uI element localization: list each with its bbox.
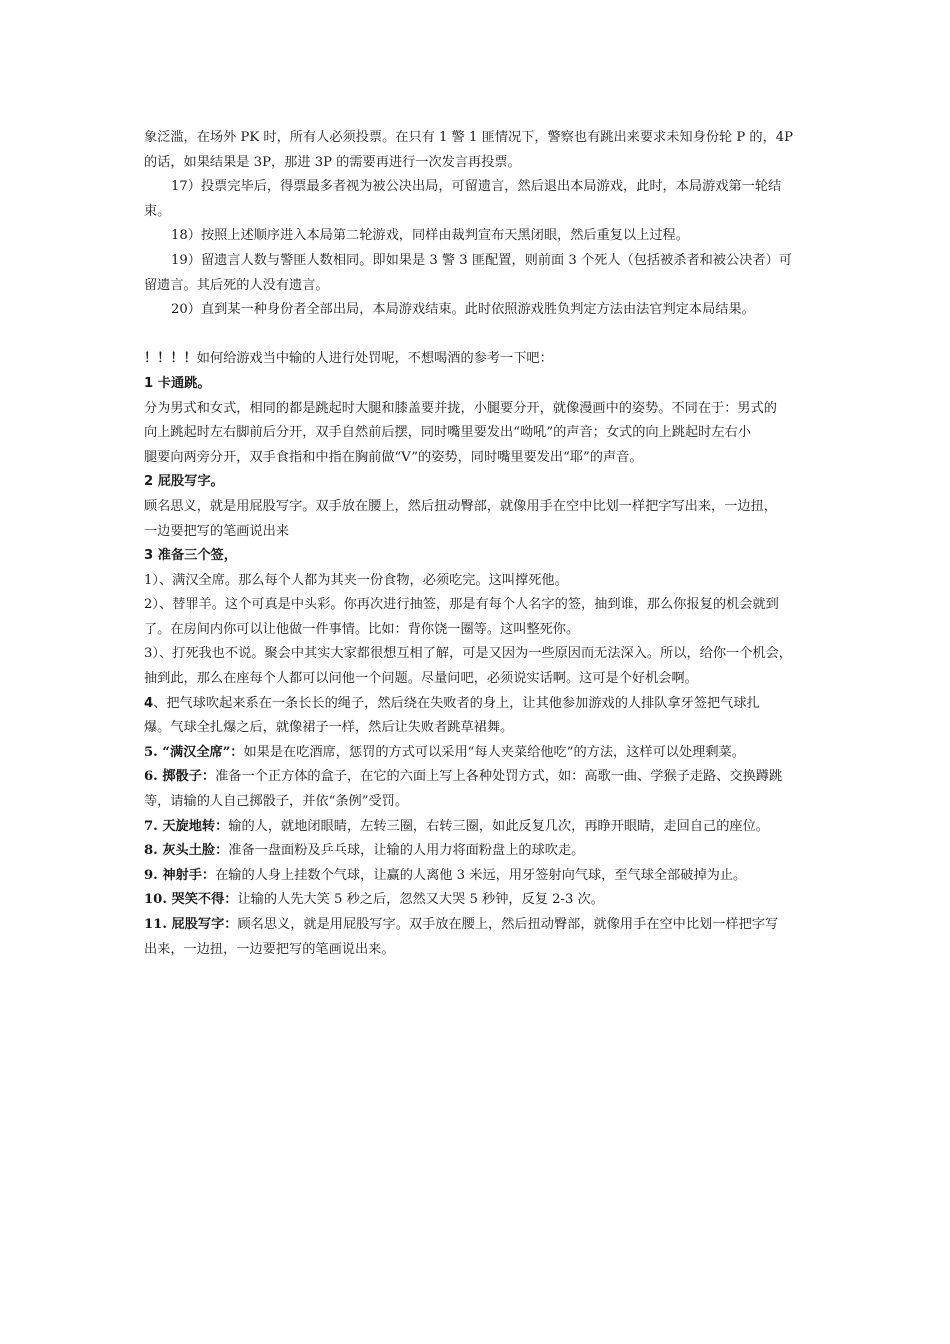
punish-intro-text: 如何给游戏当中输的人进行处罚呢，不想喝酒的参考一下吧： — [196, 351, 553, 367]
exclamation-marks: ！！！！ — [144, 351, 197, 367]
item-5 — [144, 741, 812, 766]
item-6-line-1 — [144, 765, 812, 790]
item-11-line-2: 出来，一边扭，一边要把写的笔画说出来。 — [144, 941, 395, 957]
item-11-label: 11. 屁股写字： — [144, 917, 238, 932]
rule-18: 18）按照上述顺序进入本局第二轮游戏，同样由裁判宣布天黑闭眼，然后重复以上过程。 — [171, 228, 689, 244]
item-4-number: 4 — [144, 695, 154, 711]
item-9-label: 9. 神射手： — [144, 867, 216, 883]
item-8 — [144, 839, 812, 864]
rule-19-line-1: 19）留遗言人数与警匪人数相同。即如果是 3 警 3 匪配置，则前面 3 个死人（包括被杀者和被公决者）可 — [171, 252, 792, 268]
lot-3-line-1: 3）、打死我也不说。聚会中其实大家都很想互相了解，可是又因为一些原因而无法深入。所以，给你一个机会， — [144, 646, 792, 662]
heading-cartoon-jump: 1 卡通跳。 — [144, 375, 211, 391]
cartoon-jump-line-1: 分为男式和女式，相同的都是跳起时大腿和膝盖要并拢，小腿要分开，就像漫画中的姿势。不同在于：男式的 — [144, 400, 777, 416]
rule-20: 20）直到某一种身份者全部出局，本局游戏结束。此时依照游戏胜负判定方法由法官判定本局结果。 — [171, 302, 755, 318]
item-4-text: 、把气球吹起来系在一条长长的绳子，然后绕在失败者的身上，让其他参加游戏的人排队拿牙签把气球扎 — [153, 695, 760, 711]
document-page — [144, 126, 812, 962]
item-6-label: 6. 掷骰子： — [144, 769, 216, 785]
heading-three-lots: 3 准备三个签， — [144, 548, 237, 564]
item-6-line-2: 等，请输的人自己掷骰子，并依“条例”受罚。 — [144, 794, 409, 810]
cartoon-jump-line-2: 向上跳起时左右脚前后分开，双手自然前后摆，同时嘴里要发出“呦吼”的声音；女式的向上跳起时左右小 — [144, 425, 751, 441]
item-8-text: 准备一盘面粉及乒乓球，让输的人用力将面粉盘上的球吹走。 — [228, 843, 585, 859]
item-6-text: 准备一个正方体的盒子，在它的六面上写上各种处罚方式，如：高歌一曲、学猴子走路、交换蹲跳 — [215, 769, 783, 785]
item-9 — [144, 864, 812, 889]
item-5-text: 如果是在吃酒席，惩罚的方式可以采用“每人夹菜给他吃”的方法，这样可以处理剩菜。 — [243, 744, 745, 760]
lot-3-line-2: 抽到此，那么在座每个人都可以问他一个问题。尽量问吧，必须说实话啊。这可是个好机会啊。 — [144, 671, 698, 687]
lot-2-line-1: 2）、替罪羊。这个可真是中头彩。你再次进行抽签，那是有每个人名字的签，抽到谁，那么你报复的机会就到 — [144, 597, 779, 613]
item-10-label: 10. 哭笑不得： — [144, 892, 238, 908]
item-10 — [144, 888, 812, 913]
intro-line-1: 象泛滥，在场外 PK 时，所有人必须投票。在只有 1 警 1 匪情况下，警察也有跳出来要求未知身份轮 P 的，4P — [144, 130, 794, 145]
item-10-text: 让输的人先大笑 5 秒之后，忽然又大哭 5 秒钟，反复 2-3 次。 — [237, 892, 604, 908]
item-7-label: 7. 天旋地转： — [144, 818, 229, 834]
heading-butt-writing: 2 屁股写字。 — [144, 474, 224, 490]
item-9-text: 在输的人身上挂数个气球，让赢的人离他 3 米远，用牙签射向气球，至气球全部破掉为止。 — [215, 867, 747, 883]
lot-2-line-2: 了。在房间内你可以让他做一件事情。比如：背你饶一圈等。这叫整死你。 — [144, 621, 580, 637]
lot-1: 1）、满汉全席。那么每个人都为其夹一份食物，必须吃完。这叫撑死他。 — [144, 572, 568, 588]
item-7-text: 输的人，就地闭眼睛，左转三圈，右转三圈，如此反复几次，再睁开眼睛，走回自己的座位。 — [228, 818, 769, 834]
cartoon-jump-line-3: 腿要向两旁分开，双手食指和中指在胸前做“V”的姿势，同时嘴里要发出“耶”的声音。 — [144, 449, 643, 465]
butt-writing-line-2: 一边要把写的笔画说出来 — [144, 523, 290, 539]
punish-intro — [144, 347, 812, 372]
butt-writing-line-1: 顾名思义，就是用屁股写字。双手放在腰上，然后扭动臀部，就像用手在空中比划一样把字写出来，一边扭， — [144, 498, 777, 514]
item-11-text: 顾名思义，就是用屁股写字。双手放在腰上，然后扭动臀部，就像用手在空中比划一样把字写 — [237, 917, 779, 932]
item-5-label: 5. “满汉全席”： — [144, 744, 244, 760]
intro-line-2: 的话，如果结果是 3P，那进 3P 的需要再进行一次发言再投票。 — [144, 154, 521, 170]
item-7 — [144, 815, 812, 840]
item-4-line-1 — [144, 692, 812, 717]
rule-19-line-2: 留遗言。其后死的人没有遗言。 — [144, 277, 329, 293]
section-gap — [144, 323, 812, 348]
rule-17-line-1: 17）投票完毕后，得票最多者视为被公决出局，可留遗言，然后退出本局游戏，此时，本局游戏第一轮结 — [171, 179, 782, 195]
item-8-label: 8. 灰头土脸： — [144, 843, 229, 859]
item-11-line-1 — [144, 913, 812, 938]
rule-17-line-2: 束。 — [144, 203, 171, 219]
item-4-line-2: 爆。气球全扎爆之后，就像裙子一样，然后让失败者跳草裙舞。 — [144, 720, 514, 736]
